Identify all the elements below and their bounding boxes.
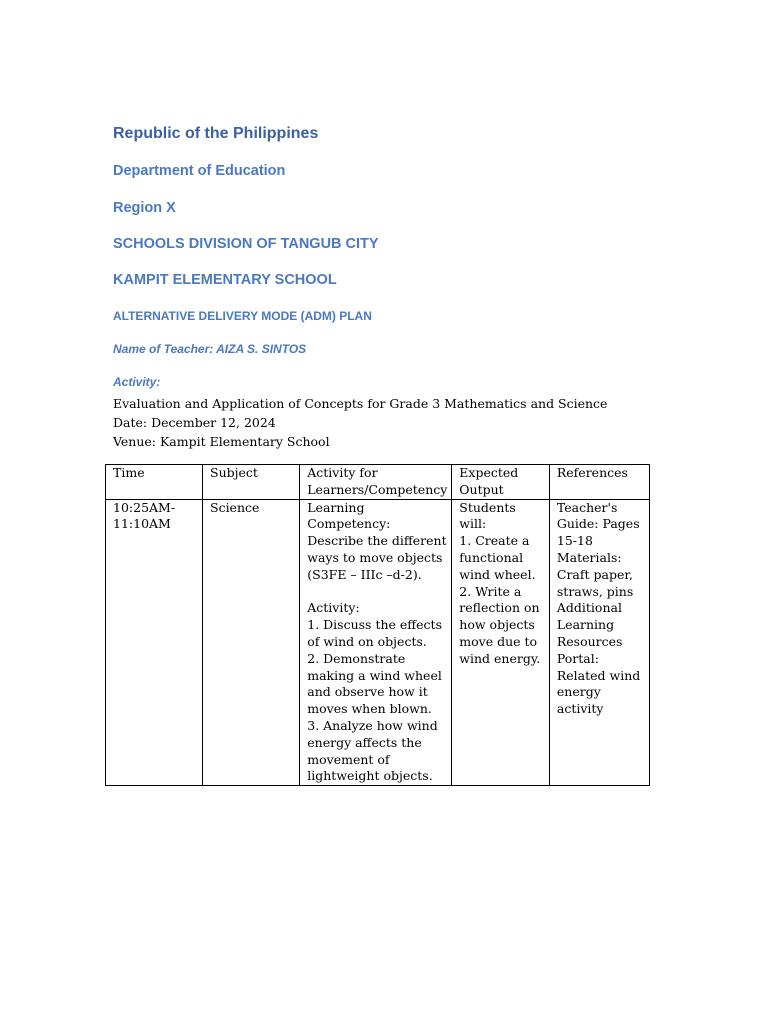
header-time: Time bbox=[106, 465, 203, 500]
plan-title: ALTERNATIVE DELIVERY MODE (ADM) PLAN bbox=[113, 309, 372, 323]
header-activity: Activity for Learners/Competency bbox=[300, 465, 452, 500]
region-heading: Region X bbox=[113, 200, 176, 216]
header-references: References bbox=[549, 465, 649, 500]
header-expected-output: Expected Output bbox=[452, 465, 550, 500]
activity-label: Activity: bbox=[113, 375, 161, 389]
cell-subject: Science bbox=[203, 499, 300, 786]
table-header-row bbox=[106, 465, 650, 500]
division-heading: SCHOOLS DIVISION OF TANGUB CITY bbox=[113, 236, 379, 252]
adm-plan-table bbox=[105, 464, 650, 786]
activity-date: Date: December 12, 2024 bbox=[113, 415, 276, 430]
department-heading: Department of Education bbox=[113, 163, 286, 179]
cell-expected-output: Students will: 1. Create a functional wind wheel. 2. Write a reflection on how objects move due to wind energy. bbox=[452, 499, 550, 786]
activity-details bbox=[113, 394, 607, 451]
header-subject: Subject bbox=[203, 465, 300, 500]
cell-references: Teacher's Guide: Pages 15-18 Materials: Craft paper, straws, pins Additional Learning Resources Portal: Related wind energy activity bbox=[549, 499, 649, 786]
activity-title: Evaluation and Application of Concepts for Grade 3 Mathematics and Science bbox=[113, 396, 608, 411]
cell-time: 10:25AM-11:10AM bbox=[106, 499, 203, 786]
cell-activity: Learning Competency: Describe the different ways to move objects (S3FE – IIIc –d-2). Activity: 1. Discuss the effects of wind on objects. 2. Demonstrate making a wind wheel and observe how it moves when blown. 3. Analyze how wind energy affects the movement of lightweight objects. bbox=[300, 499, 452, 786]
teacher-name: Name of Teacher: AIZA S. SINTOS bbox=[113, 342, 307, 356]
school-heading: KAMPIT ELEMENTARY SCHOOL bbox=[113, 272, 337, 288]
table-row bbox=[106, 499, 650, 786]
republic-heading: Republic of the Philippines bbox=[113, 125, 319, 142]
activity-venue: Venue: Kampit Elementary School bbox=[113, 434, 330, 449]
